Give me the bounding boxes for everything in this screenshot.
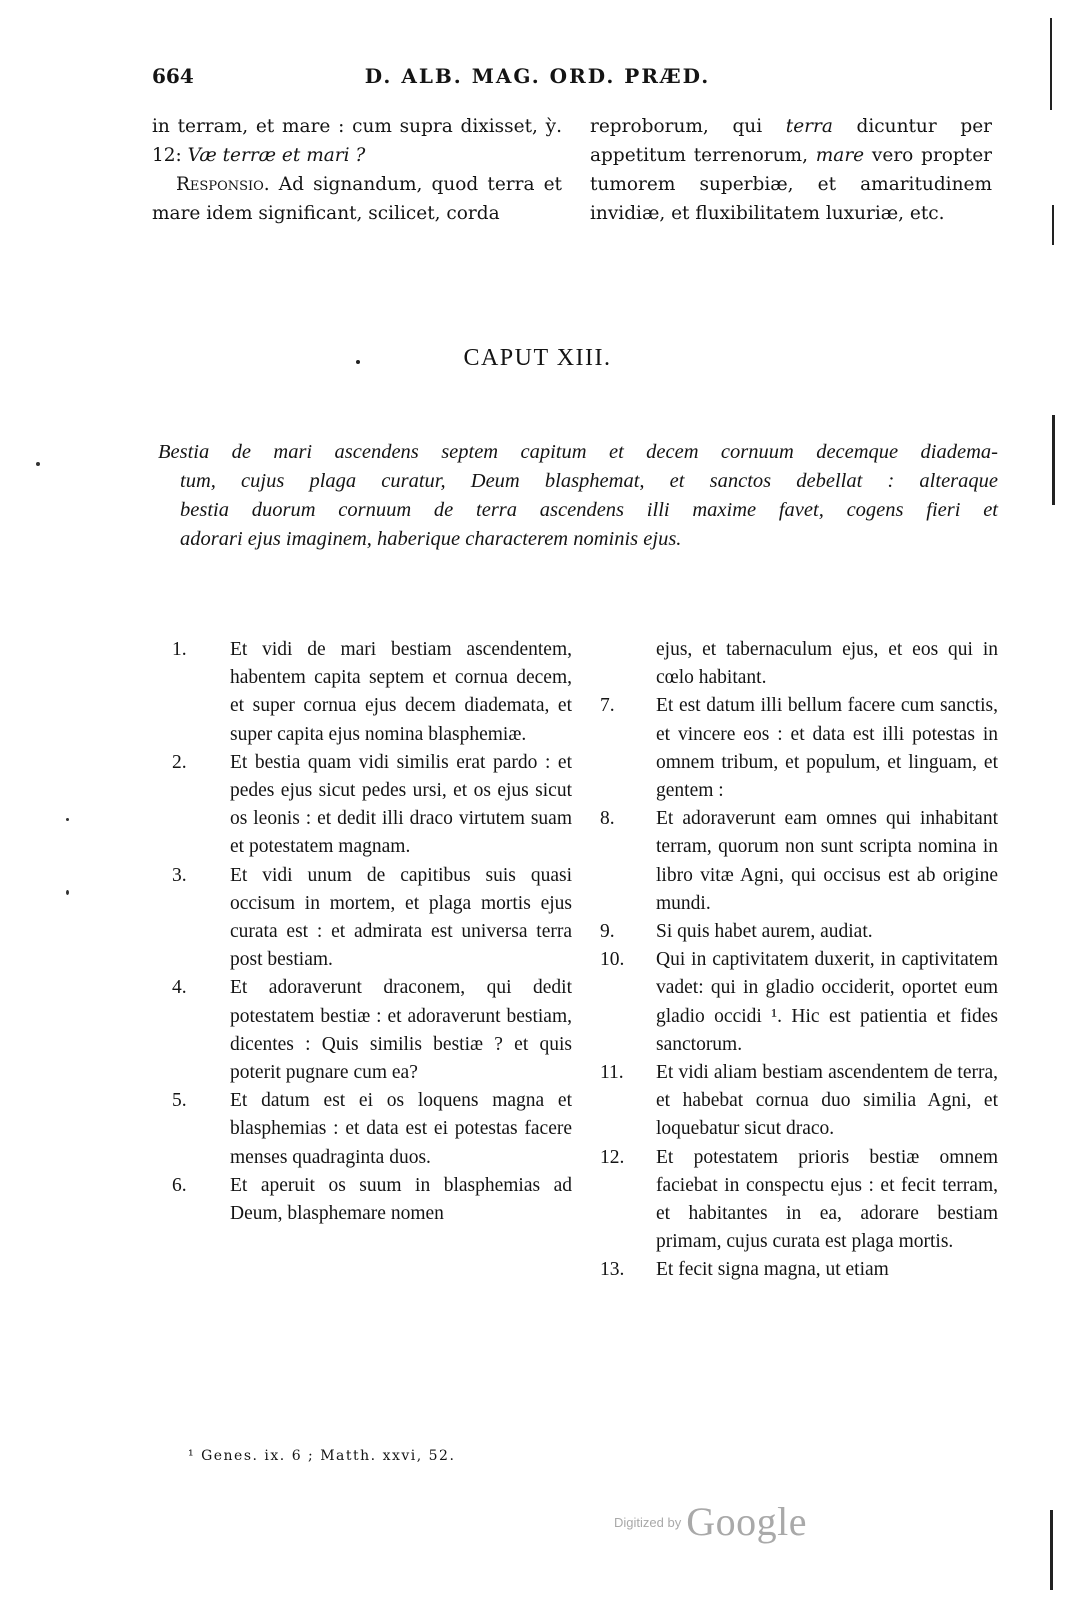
verse bbox=[600, 1059, 998, 1144]
continuation-paragraph bbox=[152, 112, 562, 170]
verse bbox=[172, 974, 572, 1087]
scan-speck bbox=[66, 818, 69, 821]
scan-edge-line bbox=[1050, 1510, 1053, 1590]
continuation-right-italic: mare bbox=[815, 145, 865, 166]
continuation-right-italic: terra bbox=[785, 116, 833, 137]
verse bbox=[172, 636, 572, 749]
continuation-right-paragraph bbox=[590, 112, 992, 228]
verse-text: Et adoraverunt draconem, qui dedit potestatem bestiæ : et adoraverunt bestiam, dicentes : Quis similis bestiæ ? et quis poterit pugnare cum ea? bbox=[230, 977, 572, 1084]
verse-number: 5. bbox=[172, 1090, 187, 1112]
argument-line: tum, cujus plaga curatur, Deum blasphemat, et sanctos debellat : alteraque bbox=[180, 470, 998, 492]
verse-text: Et adoraverunt eam omnes qui inhabitant terram, quorum non sunt scripta nomina in libro vitæ Agni, qui occisus est ab origine mundi. bbox=[656, 808, 998, 914]
verse-text: Et vidi aliam bestiam ascendentem de terra, et habebat cornua duo similia Agni, et loquebatur sicut draco. bbox=[656, 1062, 998, 1140]
watermark-logo-text: Google bbox=[686, 1499, 808, 1544]
verse-text: Et datum est ei os loquens magna et blasphemias : et data est ei potestas facere menses quadraginta duos. bbox=[230, 1090, 572, 1168]
verse-text: Et aperuit os suum in blasphemias ad Deum, blasphemare nomen bbox=[230, 1174, 572, 1225]
continuation-quote: Væ terræ et mari ? bbox=[187, 145, 366, 166]
verse-number: 8. bbox=[600, 808, 615, 830]
verse bbox=[172, 1172, 572, 1228]
continuation-text: in terram, et mare : cum supra dixisset, ỳ. 12: bbox=[152, 116, 562, 166]
responsio-text: Ad signandum, quod terra et mare idem significant, scilicet, corda bbox=[152, 174, 562, 224]
verse-continuation: ejus, et tabernaculum ejus, et eos qui in cœlo habitant. bbox=[656, 639, 998, 689]
verse bbox=[172, 749, 572, 862]
argument-line: adorari ejus imaginem, haberique characterem nominis ejus. bbox=[180, 528, 682, 550]
scan-edge-line bbox=[1052, 415, 1055, 505]
verse-number: 7. bbox=[600, 695, 615, 717]
verses-right-column bbox=[600, 636, 998, 1285]
verse-number: 2. bbox=[172, 751, 187, 773]
verse bbox=[172, 1087, 572, 1172]
verse-number: 9. bbox=[600, 921, 615, 943]
verse-text: Et vidi de mari bestiam ascendentem, habentem capita septem et cornua decem, et super cornua ejus decem diademata, et super capita ejus nomina blasphemiæ. bbox=[230, 639, 572, 745]
verse-text: Qui in captivitatem duxerit, in captivitatem vadet: qui in gladio occiderit, oportet eum gladio occidi ¹. Hic est patientia et fides sanctorum. bbox=[656, 949, 998, 1055]
verse-text: Et potestatem prioris bestiæ omnem faciebat in conspectu ejus : et fecit terram, et habitantes in ea, adorare bestiam primam, cujus curata est plaga mortis. bbox=[656, 1146, 998, 1253]
watermark-small-text: Digitized by bbox=[614, 1515, 682, 1530]
responsio-label: Responsio. bbox=[176, 174, 270, 195]
continuation-right-column bbox=[590, 112, 992, 228]
continuation-right-text: dicuntur per appetitum terrenorum, bbox=[590, 116, 992, 166]
verse-text: Si quis habet aurem, audiat. bbox=[656, 921, 873, 943]
scan-speck bbox=[66, 890, 69, 895]
scan-speck bbox=[36, 462, 40, 466]
verse-text: Et fecit signa magna, ut etiam bbox=[656, 1259, 889, 1281]
chapter-argument bbox=[158, 438, 998, 554]
verse-number: 12. bbox=[600, 1146, 625, 1168]
chapter-title: CAPUT XIII. bbox=[463, 345, 612, 371]
verse bbox=[600, 1144, 998, 1257]
verse bbox=[600, 1256, 998, 1284]
argument-line: bestia duorum cornuum de terra ascendens illi maxime favet, cogens fieri et bbox=[180, 499, 998, 521]
verse-number: 6. bbox=[172, 1174, 187, 1196]
page-number: 664 bbox=[152, 64, 194, 88]
verse bbox=[600, 805, 998, 918]
verse bbox=[600, 946, 998, 1059]
verse-number: 13. bbox=[600, 1259, 625, 1281]
verse-text: Et est datum illi bellum facere cum sanctis, et vincere eos : et data est illi potestas in omnem tribum, et populum, et linguam, et gentem : bbox=[656, 695, 998, 802]
verse-number: 4. bbox=[172, 977, 187, 999]
continuation-right-text: reproborum, qui bbox=[590, 116, 786, 137]
running-title: D. ALB. MAG. ORD. PRÆD. bbox=[364, 64, 711, 88]
verses-left-column bbox=[172, 636, 572, 1228]
verse bbox=[172, 862, 572, 975]
verse-number: 1. bbox=[172, 639, 187, 660]
verse-text: Et vidi unum de capitibus suis quasi occisum in mortem, et plaga mortis ejus curata est : et admirata est universa terra post bestiam. bbox=[230, 864, 572, 971]
verse-text: Et bestia quam vidi similis erat pardo : et pedes ejus sicut pedes ursi, et os ejus sicut os leonis : et dedit illi draco virtutem suam et potestatem magnam. bbox=[230, 751, 572, 858]
responsio-paragraph bbox=[152, 170, 562, 228]
argument-line: Bestia de mari ascendens septem capitum et decem cornuum decemque diadema- bbox=[158, 441, 998, 463]
scan-edge-line bbox=[1050, 18, 1052, 110]
scan-edge-line bbox=[1052, 205, 1054, 245]
verse bbox=[600, 692, 998, 805]
verse bbox=[600, 918, 998, 946]
verse-number: 11. bbox=[600, 1062, 624, 1084]
verse-number: 10. bbox=[600, 949, 625, 971]
verse-number: 3. bbox=[172, 864, 187, 886]
digitized-by-google-watermark bbox=[614, 1498, 807, 1545]
continuation-right-text: vero propter tumorem superbiæ, et amaritudinem invidiæ, et fluxibilitatem luxuriæ, etc. bbox=[590, 145, 992, 224]
continuation-left-column bbox=[152, 112, 562, 228]
footnote: ¹ Genes. ix. 6 ; Matth. xxvi, 52. bbox=[188, 1448, 456, 1464]
